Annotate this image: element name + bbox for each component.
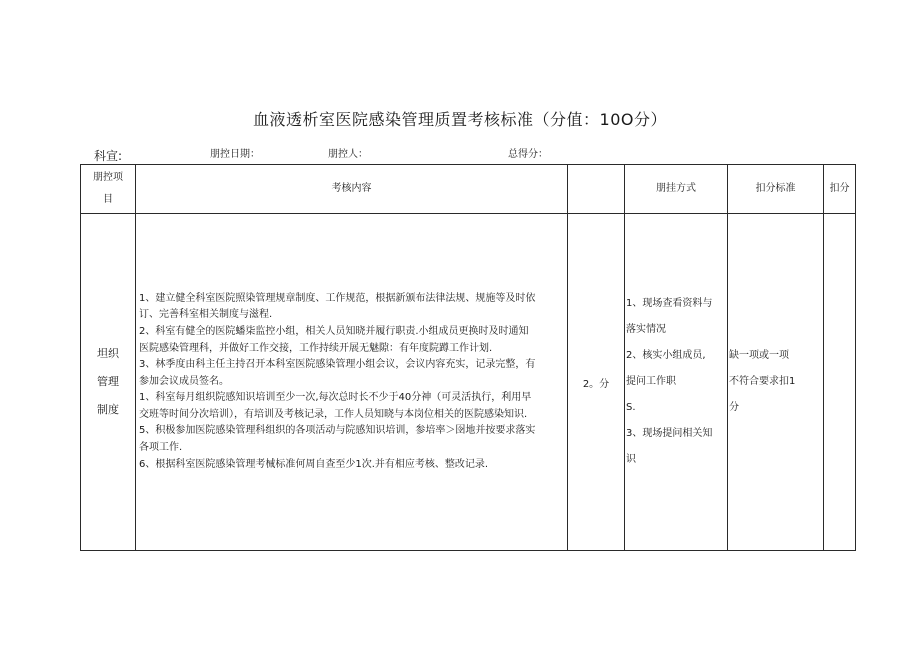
content-line: 1、建立健全科室医院照染管理规章制度、工作规范，根据新颁布法律法规、规施等及时依 [139,292,536,304]
deduct-cell [824,214,856,551]
header-item-line1: 朋控项 [93,172,123,183]
category-line: 制度 [97,403,119,416]
score-cell: 2。分 [568,214,625,551]
content-line: 2、科室有健全的医院蟠柒监控小组，相关人员知晓并履行职责.小组成员更换时及时通知 [139,325,529,337]
check-date-label: 朋控日期： [210,149,260,160]
content-line: 参加会议成员签名。 [139,375,229,387]
content-line: 3、林季度由科主任主持召开本科室医院感染管理小组会议，会议内容充实，记录完整，有 [139,359,536,371]
method-line: 提问工作职 [626,376,676,387]
content-line: 医院感染管理科，并做好工作交接，工作持续开展无魅隙：有年度院蹲工作计划. [139,342,493,354]
document-title: 血液透析室医院感染管理质置考核标准（分值：10O分） [253,110,667,129]
header-meta [80,143,860,163]
method-cell [625,214,728,551]
content-line: 6、根据科室医院感染管理考械标准何周自查至少1次.并有相应考核、整改记录. [139,458,489,470]
method-line: 落实情况 [626,324,666,335]
header-deduct: 扣分 [824,165,856,214]
header-item-line2: 目 [103,194,113,205]
method-line: 2、核实小组成员, [626,350,706,361]
content-line: 5、积极参加医院感染管理科组织的各项活动与院感知识培训，参培率＞囹地并按要求落实 [139,425,536,437]
deduct-standard-line: 不符合要求扣1 [729,376,796,387]
header-score [568,165,625,214]
header-deduct-standard: 扣分标准 [728,165,824,214]
department-label: 科宣: [94,149,123,163]
deduct-standard-line: 分 [729,402,739,413]
header-method: 朋挂方式 [625,165,728,214]
header-item [81,165,136,214]
total-score-label: 总得分： [508,149,548,160]
header-content: 考核内容 [136,165,568,214]
method-line: 1、现场查看资料与 [626,298,713,309]
table-row [81,214,856,551]
method-line: 3、现场提问相关知 [626,428,713,439]
content-line: 各项工作. [139,442,183,454]
category-line: 坦织 [97,347,119,360]
deduct-standard-line: 缺一项或一项 [729,350,789,361]
category-line: 管理 [97,375,119,388]
content-line: 交班等时间分次培训），有培训及考核记录，工作人员知晓与本岗位相关的医院感染知识. [139,408,528,420]
content-line: 订、完善科室相关制度与滋程. [139,309,273,321]
table-header-row [81,165,856,214]
content-line: 1、科室每月组织院感知识培训至少一次,每次总时长不少于40分神（可灵活执行，利用早 [139,392,532,404]
deduct-standard-cell [728,214,824,551]
category-cell [81,214,136,551]
content-cell [136,214,568,551]
method-line: 识 [626,454,636,465]
assessment-table [80,164,856,551]
method-line: S. [626,402,636,413]
checker-label: 朋控人： [328,149,368,160]
